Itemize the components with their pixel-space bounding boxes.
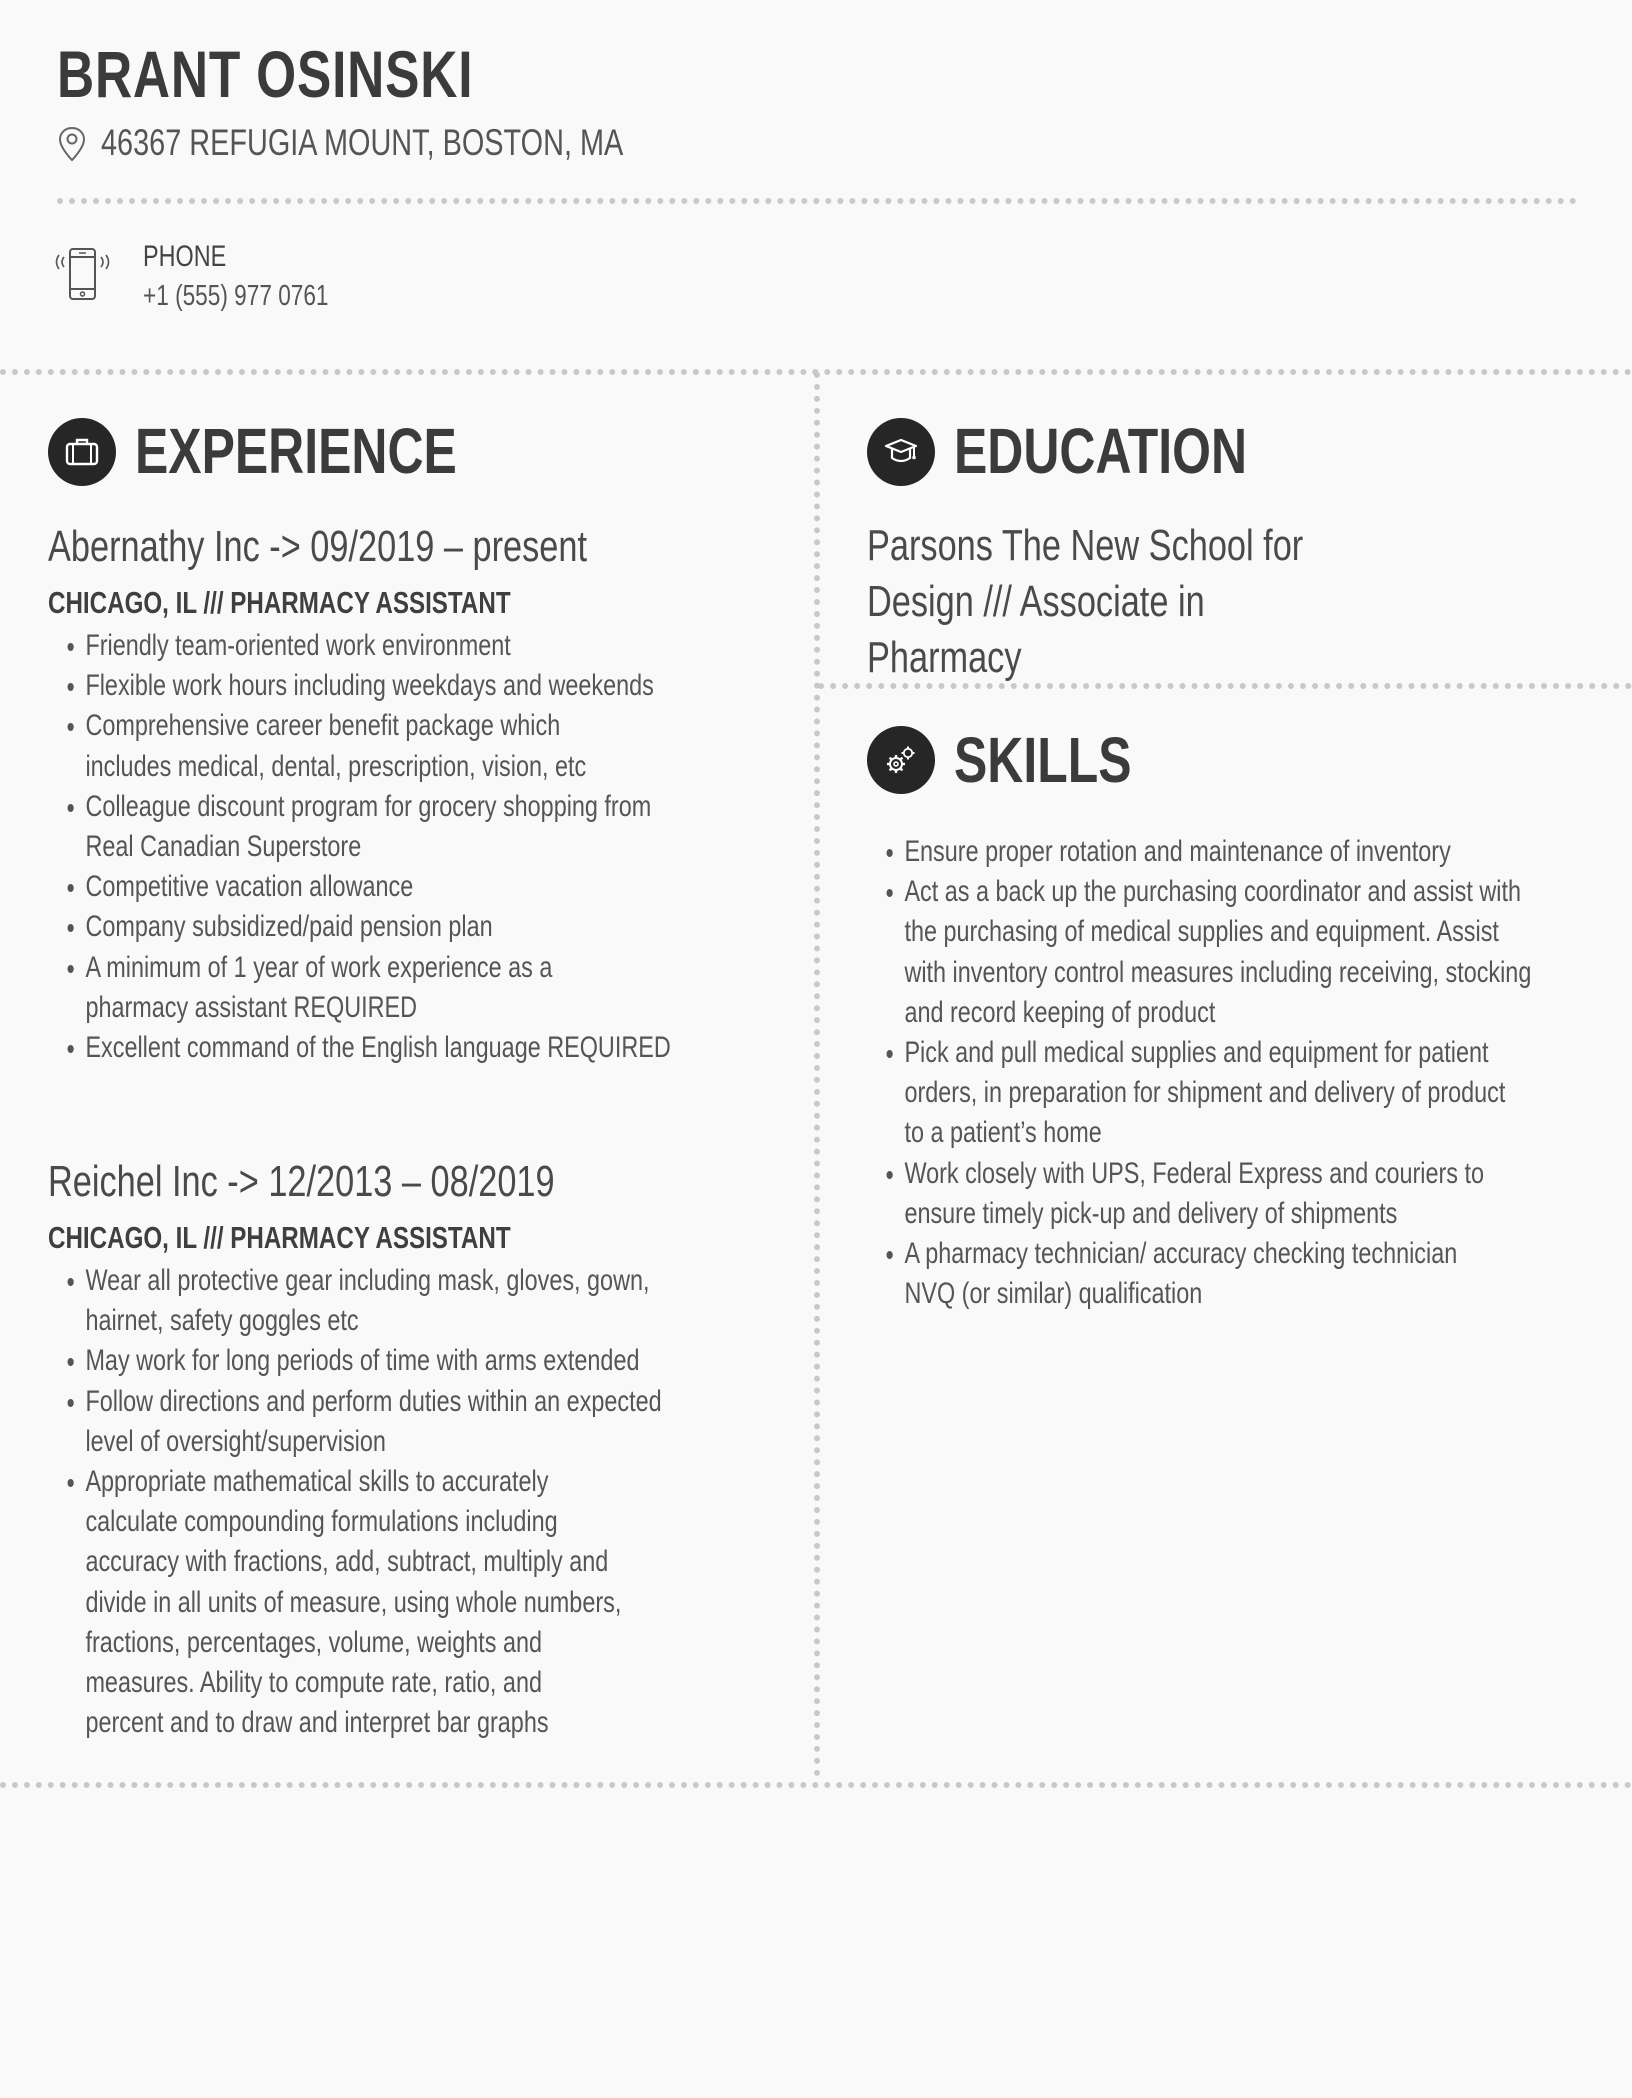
address-text: 46367 REFUGIA MOUNT, BOSTON, MA xyxy=(101,122,624,163)
phone-label: PHONE xyxy=(143,240,227,273)
skills-list-container xyxy=(867,832,1613,1314)
candidate-name: BRANT OSINSKI xyxy=(57,37,474,111)
phone-number: +1 (555) 977 0761 xyxy=(143,280,329,312)
list-item: May work for long periods of time with arms extended xyxy=(85,1341,791,1381)
education-heading: EDUCATION xyxy=(954,415,1248,487)
list-item: Pick and pull medical supplies and equipment for patient orders, in preparation for shipment and delivery of product to a patient’s home xyxy=(904,1033,1528,1154)
list-item: A pharmacy technician/ accuracy checking technician NVQ (or similar) qualification xyxy=(904,1234,1512,1314)
list-item: Competitive vacation allowance xyxy=(85,867,791,907)
list-item: Company subsidized/paid pension plan xyxy=(85,907,791,947)
education-entry: Parsons The New School for Design /// Associate in Pharmacy xyxy=(867,521,1304,682)
list-item: A minimum of 1 year of work experience as a pharmacy assistant REQUIRED xyxy=(85,948,584,1028)
job-location-role: CHICAGO, IL /// PHARMACY ASSISTANT xyxy=(48,1220,511,1255)
list-item: Comprehensive career benefit package which includes medical, dental, prescription, vision, etc xyxy=(85,706,631,786)
list-item: Appropriate mathematical skills to accurately calculate compounding formulations including accuracy with fractions, add, subtract, multiply and divide in all units of measure, using whole numbers, fractions, percentages, volume, weights and measures. Ability to compute rate, ratio, and percent and to draw and interpret bar graphs xyxy=(85,1462,623,1743)
education-section-icon xyxy=(867,418,935,486)
list-item: Friendly team-oriented work environment xyxy=(85,626,791,666)
job-entry xyxy=(48,518,768,1068)
list-item: Colleague discount program for grocery shopping from Real Canadian Superstore xyxy=(85,787,693,867)
experience-heading: EXPERIENCE xyxy=(135,415,457,487)
job-location-role: CHICAGO, IL /// PHARMACY ASSISTANT xyxy=(48,585,511,620)
list-item: Follow directions and perform duties within an expected level of oversight/supervision xyxy=(85,1382,678,1462)
job-bullets xyxy=(48,626,791,1068)
skills-bullets xyxy=(867,832,1613,1314)
job-heading: Abernathy Inc -> 09/2019 – present xyxy=(48,522,588,571)
divider xyxy=(57,198,1577,204)
job-heading: Reichel Inc -> 12/2013 – 08/2019 xyxy=(48,1157,555,1206)
list-item: Act as a back up the purchasing coordinator and assist with the purchasing of medical supplies and equipment. Assist with inventory control measures including receiving, stocking and record keeping of product xyxy=(904,872,1544,1033)
list-item: Work closely with UPS, Federal Express and couriers to ensure timely pick-up and delivery of shipments xyxy=(904,1154,1544,1234)
skills-section-icon xyxy=(867,726,935,794)
location-pin-icon xyxy=(57,126,87,162)
list-item: Excellent command of the English language REQUIRED xyxy=(85,1028,791,1068)
gears-icon xyxy=(883,742,919,778)
graduation-cap-icon xyxy=(883,434,919,470)
experience-section-icon xyxy=(48,418,116,486)
list-item: Flexible work hours including weekdays and weekends xyxy=(85,666,791,706)
column-divider xyxy=(814,372,820,1777)
list-item: Wear all protective gear including mask, gloves, gown, hairnet, safety goggles etc xyxy=(85,1261,654,1341)
divider xyxy=(0,1782,1632,1788)
briefcase-icon xyxy=(64,434,100,470)
mobile-phone-icon xyxy=(54,244,110,304)
job-bullets xyxy=(48,1261,791,1743)
list-item: Ensure proper rotation and maintenance of inventory xyxy=(904,832,1612,872)
skills-heading: SKILLS xyxy=(954,724,1132,796)
job-entry xyxy=(48,1153,768,1743)
